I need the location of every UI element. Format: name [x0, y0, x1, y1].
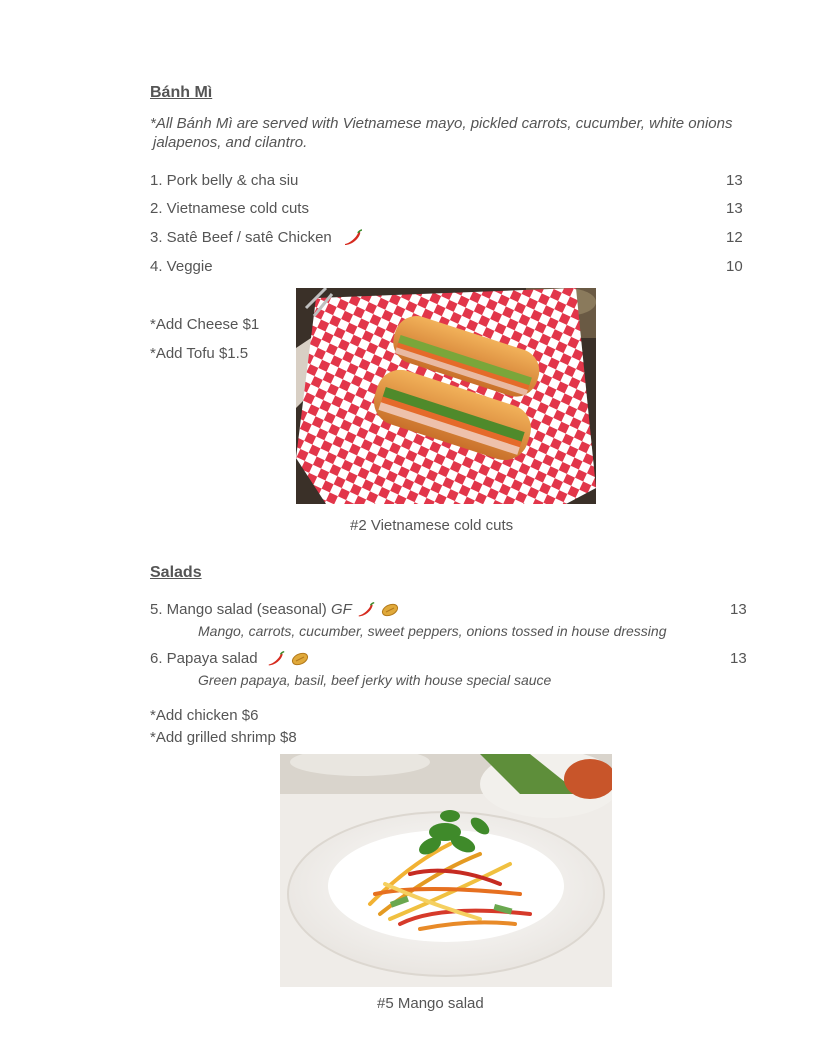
gluten-free-tag: GF: [330, 601, 352, 618]
chili-pepper-icon: [342, 229, 364, 247]
banh-mi-photo-caption: #2 Vietnamese cold cuts: [350, 517, 514, 534]
mango-salad-photo: [280, 754, 612, 987]
chili-pepper-icon: [266, 650, 286, 668]
menu-item-price: 10: [726, 258, 743, 275]
salads-heading: Salads: [150, 564, 202, 581]
banh-mi-photo: [296, 288, 596, 504]
menu-item-price: 13: [730, 650, 747, 667]
menu-item-description: Green papaya, basil, beef jerky with house special sauce: [198, 672, 552, 688]
menu-item-pork-belly: 1. Pork belly & cha siu: [150, 172, 299, 189]
menu-item-description: Mango, carrots, cucumber, sweet peppers, onions tossed in house dressing: [198, 623, 667, 639]
menu-item-label: 5. Mango salad (seasonal): [150, 601, 327, 618]
banh-mi-note-line1: *All Bánh Mì are served with Vietnamese mayo, pickled carrots, cucumber, white onions: [150, 115, 733, 132]
menu-item-price: 13: [726, 172, 743, 189]
menu-item-veggie: 4. Veggie: [150, 258, 213, 275]
peanut-icon: [290, 650, 310, 668]
menu-item-price: 13: [730, 601, 747, 618]
banh-mi-note-line2: jalapenos, and cilantro.: [153, 134, 308, 151]
mango-salad-photo-caption: #5 Mango salad: [377, 995, 484, 1012]
menu-item-label: 3. Satê Beef / satê Chicken: [150, 229, 332, 246]
addon-grilled-shrimp: *Add grilled shrimp $8: [150, 729, 297, 746]
menu-item-mango-salad: [150, 601, 400, 619]
banh-mi-heading: Bánh Mì: [150, 84, 213, 101]
menu-item-sate: [150, 229, 364, 247]
addon-chicken: *Add chicken $6: [150, 707, 259, 724]
menu-item-price: 13: [726, 200, 743, 217]
menu-item-cold-cuts: 2. Vietnamese cold cuts: [150, 200, 309, 217]
menu-item-papaya-salad: [150, 650, 310, 668]
addon-cheese: *Add Cheese $1: [150, 316, 260, 333]
menu-item-label: 6. Papaya salad: [150, 650, 258, 667]
chili-pepper-icon: [356, 601, 376, 619]
addon-tofu: *Add Tofu $1.5: [150, 345, 249, 362]
menu-item-price: 12: [726, 229, 743, 246]
peanut-icon: [380, 601, 400, 619]
banh-mi-note: [150, 114, 790, 152]
